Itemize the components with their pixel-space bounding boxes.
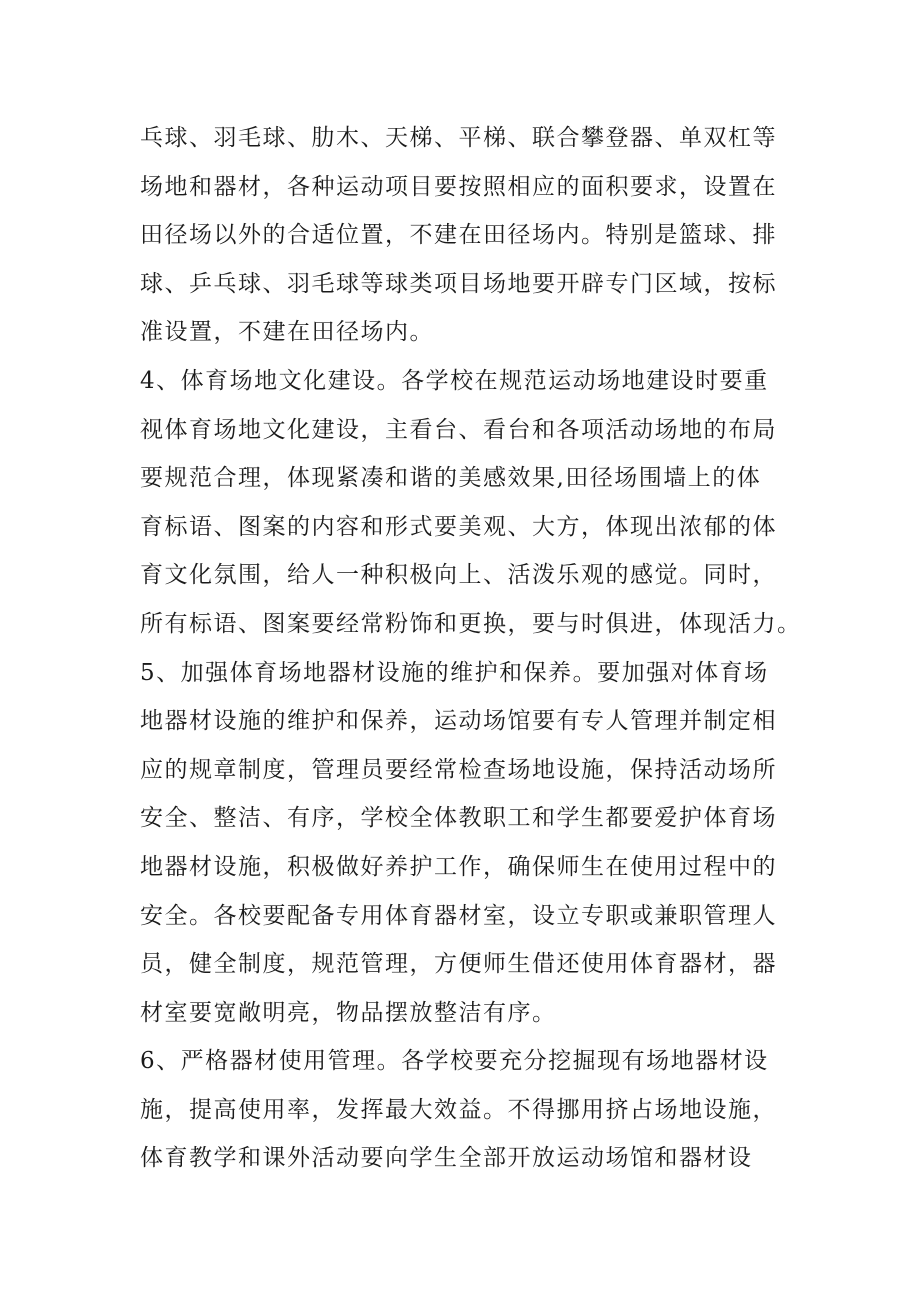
text-line: 所有标语、图案要经常粉饰和更换，要与时俱进，体现活力。 xyxy=(140,610,802,637)
text-line: 施，提高使用率，发挥最大效益。不得挪用挤占场地设施， xyxy=(140,1096,777,1123)
text-line: 地器材设施的维护和保养，运动场馆要有专人管理并制定相 xyxy=(140,708,777,735)
text-line: 视体育场地文化建设，主看台、看台和各项活动场地的布局 xyxy=(140,416,777,443)
text-line: 育文化氛围，给人一种积极向上、活泼乐观的感觉。同时， xyxy=(140,562,777,589)
section-heading-line: 4、体育场地文化建设。各学校在规范运动场地建设时要重 xyxy=(140,367,769,394)
document-body xyxy=(140,114,800,1183)
text-line: 场地和器材，各种运动项目要按照相应的面积要求，设置在 xyxy=(140,173,777,200)
section-heading-line: 5、加强体育场地器材设施的维护和保养。要加强对体育场 xyxy=(140,659,769,686)
text-line: 准设置，不建在田径场内。 xyxy=(140,319,434,346)
text-line: 乓球、羽毛球、肋木、天梯、平梯、联合攀登器、单双杠等 xyxy=(140,125,777,151)
text-line: 材室要宽敞明亮，物品摆放整洁有序。 xyxy=(140,999,557,1026)
text-line: 育标语、图案的内容和形式要美观、大方，体现出浓郁的体 xyxy=(140,513,777,540)
text-line: 体育教学和课外活动要向学生全部开放运动场馆和器材设 xyxy=(140,1145,753,1172)
text-line: 田径场以外的合适位置，不建在田径场内。特别是篮球、排 xyxy=(140,222,777,249)
text-line: 安全、整洁、有序，学校全体教职工和学生都要爱护体育场 xyxy=(140,805,777,832)
text-line: 应的规章制度，管理员要经常检查场地设施，保持活动场所 xyxy=(140,756,777,783)
text-line: 要规范合理，体现紧凑和谐的美感效果,田径场围墙上的体 xyxy=(140,465,762,492)
text-line: 安全。各校要配备专用体育器材室，设立专职或兼职管理人 xyxy=(140,902,777,929)
text-line: 球、乒乓球、羽毛球等球类项目场地要开辟专门区域，按标 xyxy=(140,270,777,297)
section-heading-line: 6、严格器材使用管理。各学校要充分挖掘现有场地器材设 xyxy=(140,1048,769,1075)
text-line: 地器材设施，积极做好养护工作，确保师生在使用过程中的 xyxy=(140,853,777,880)
text-line: 员，健全制度，规范管理，方便师生借还使用体育器材，器 xyxy=(140,951,777,978)
